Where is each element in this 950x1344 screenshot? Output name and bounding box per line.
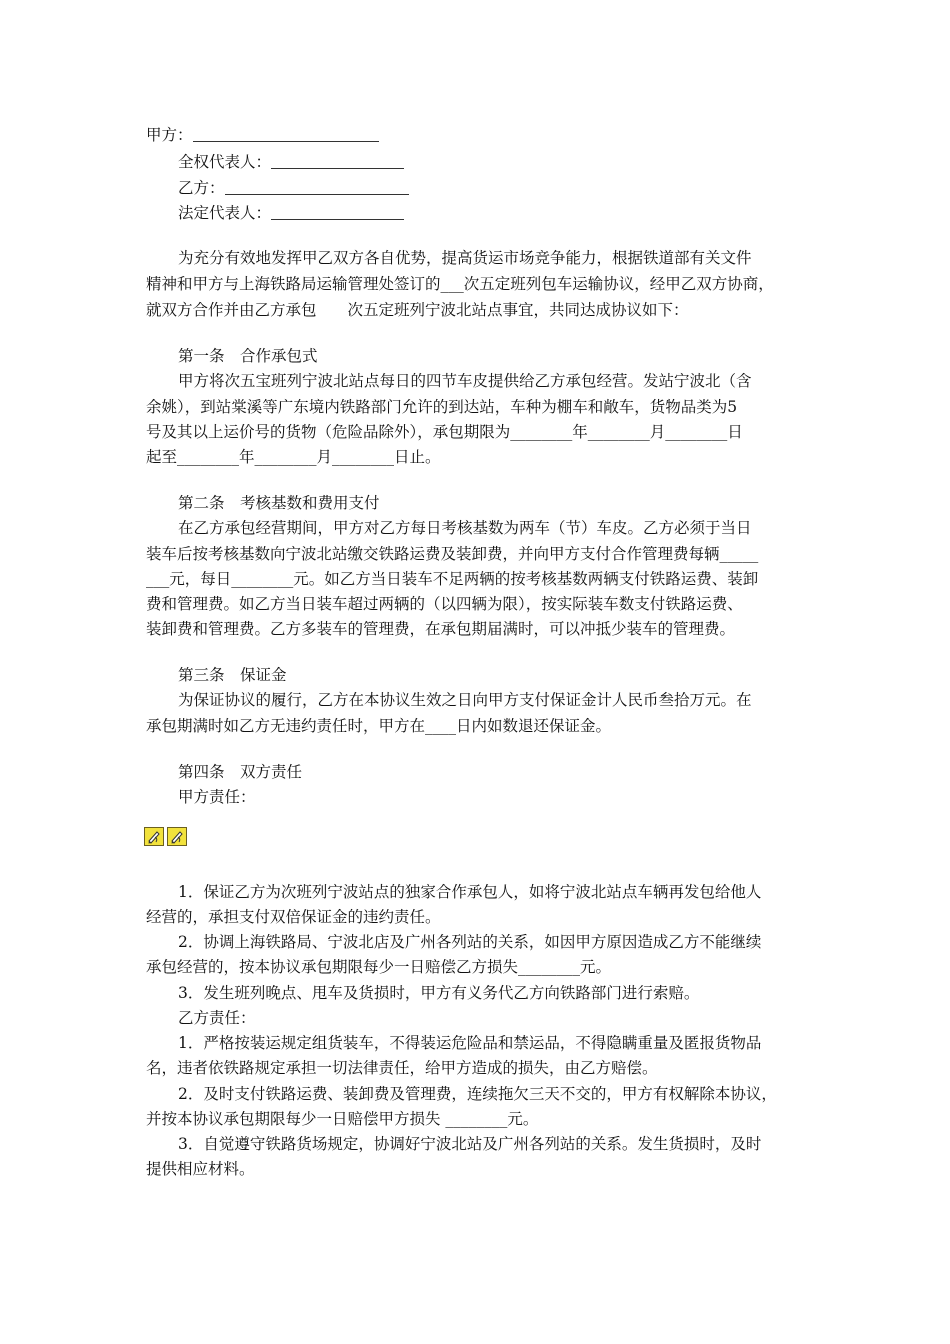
preamble-line: 就双方合作并由乙方承包 次五定班列宁波北站点事宜，共同达成协议如下：: [146, 301, 689, 319]
article-3-line: 为保证协议的履行，乙方在本协议生效之日向甲方支付保证金计人民币叁拾万元。在: [178, 691, 752, 709]
party-a-label: 甲方：: [146, 126, 193, 144]
preamble-line: 为充分有效地发挥甲乙双方各自优势，提高货运市场竞争能力，根据铁道部有关文件: [178, 249, 752, 267]
embedded-object-icons: [144, 827, 190, 847]
article-4-line: 1．严格按装运规定组货装车，不得装运危险品和禁运品，不得隐瞒重量及匿报货物品: [178, 1034, 762, 1052]
article-4-line: 经营的，承担支付双倍保证金的违约责任。: [146, 908, 441, 926]
party-b-blank: [225, 179, 409, 195]
article-4-line: 承包经营的，按本协议承包期限每少一日赔偿乙方损失________元。: [146, 958, 612, 976]
article-4-line: 3．发生班列晚点、甩车及货损时，甲方有义务代乙方向铁路部门进行索赔。: [178, 984, 700, 1002]
article-2-line: 装卸费和管理费。乙方多装车的管理费，在承包期届满时，可以冲抵少装车的管理费。: [146, 620, 736, 638]
article-4-line: 并按本协议承包期限每少一日赔偿甲方损失 ________元。: [146, 1110, 539, 1128]
article-1-line: 号及其以上运价号的货物（危险品除外），承包期限为________年________月________日: [146, 423, 743, 441]
article-1-line: 起至________年________月________日止。: [146, 448, 441, 466]
legal-rep-line: [178, 202, 404, 224]
pencil-icon: [167, 827, 187, 846]
article-2-line: ___元，每日________元。如乙方当日装车不足两辆的按考核基数两辆支付铁路运费、装卸: [146, 570, 759, 588]
article-4-line: 名，违者依铁路规定承担一切法律责任，给甲方造成的损失，由乙方赔偿。: [146, 1059, 658, 1077]
article-4-line: 3．自觉遵守铁路货场规定，协调好宁波北站及广州各列站的关系。发生货损时，及时: [178, 1135, 762, 1153]
article-3-line: 承包期满时如乙方无违约责任时，甲方在____日内如数退还保证金。: [146, 717, 612, 735]
article-3-title: 第三条 保证金: [178, 666, 287, 684]
party-a-line: [146, 124, 379, 146]
article-4-line: 2．及时支付铁路运费、装卸费及管理费，连续拖欠三天不交的，甲方有权解除本协议，: [178, 1085, 777, 1103]
party-b-line: [178, 177, 409, 199]
article-2-line: 在乙方承包经营期间，甲方对乙方每日考核基数为两车（节）车皮。乙方必须于当日: [178, 519, 752, 537]
article-1-title: 第一条 合作承包式: [178, 347, 318, 365]
authorized-rep-label: 全权代表人：: [178, 153, 272, 171]
article-4-line: 2．协调上海铁路局、宁波北店及广州各列站的关系，如因甲方原因造成乙方不能继续: [178, 933, 762, 951]
article-4-line: 1．保证乙方为次班列宁波站点的独家合作承包人，如将宁波北站点车辆再发包给他人: [178, 883, 762, 901]
article-1-line: 余姚），到站棠溪等广东境内铁路部门允许的到达站，车种为棚车和敞车，货物品类为5: [146, 398, 738, 416]
article-1-line: 甲方将次五宝班列宁波北站点每日的四节车皮提供给乙方承包经营。发站宁波北（含: [178, 372, 752, 390]
legal-rep-label: 法定代表人：: [178, 204, 272, 222]
party-b-label: 乙方：: [178, 179, 225, 197]
legal-rep-blank: [271, 204, 404, 220]
authorized-rep-line: [178, 151, 404, 173]
article-4-line: 提供相应材料。: [146, 1160, 255, 1178]
article-2-title: 第二条 考核基数和费用支付: [178, 494, 380, 512]
preamble-line: 精神和甲方与上海铁路局运输管理处签订的___次五定班列包车运输协议，经甲乙双方协商，: [146, 275, 774, 293]
party-a-blank: [193, 126, 379, 142]
pencil-icon: [144, 827, 164, 846]
party-b-responsibility-heading: 乙方责任：: [178, 1009, 256, 1027]
authorized-rep-blank: [271, 153, 404, 169]
party-a-responsibility-heading: 甲方责任：: [178, 788, 256, 806]
article-4-title: 第四条 双方责任: [178, 763, 303, 781]
article-2-line: 费和管理费。如乙方当日装车超过两辆的（以四辆为限），按实际装车数支付铁路运费、: [146, 595, 743, 613]
article-2-line: 装车后按考核基数向宁波北站缴交铁路运费及装卸费，并向甲方支付合作管理费每辆_____: [146, 545, 759, 563]
